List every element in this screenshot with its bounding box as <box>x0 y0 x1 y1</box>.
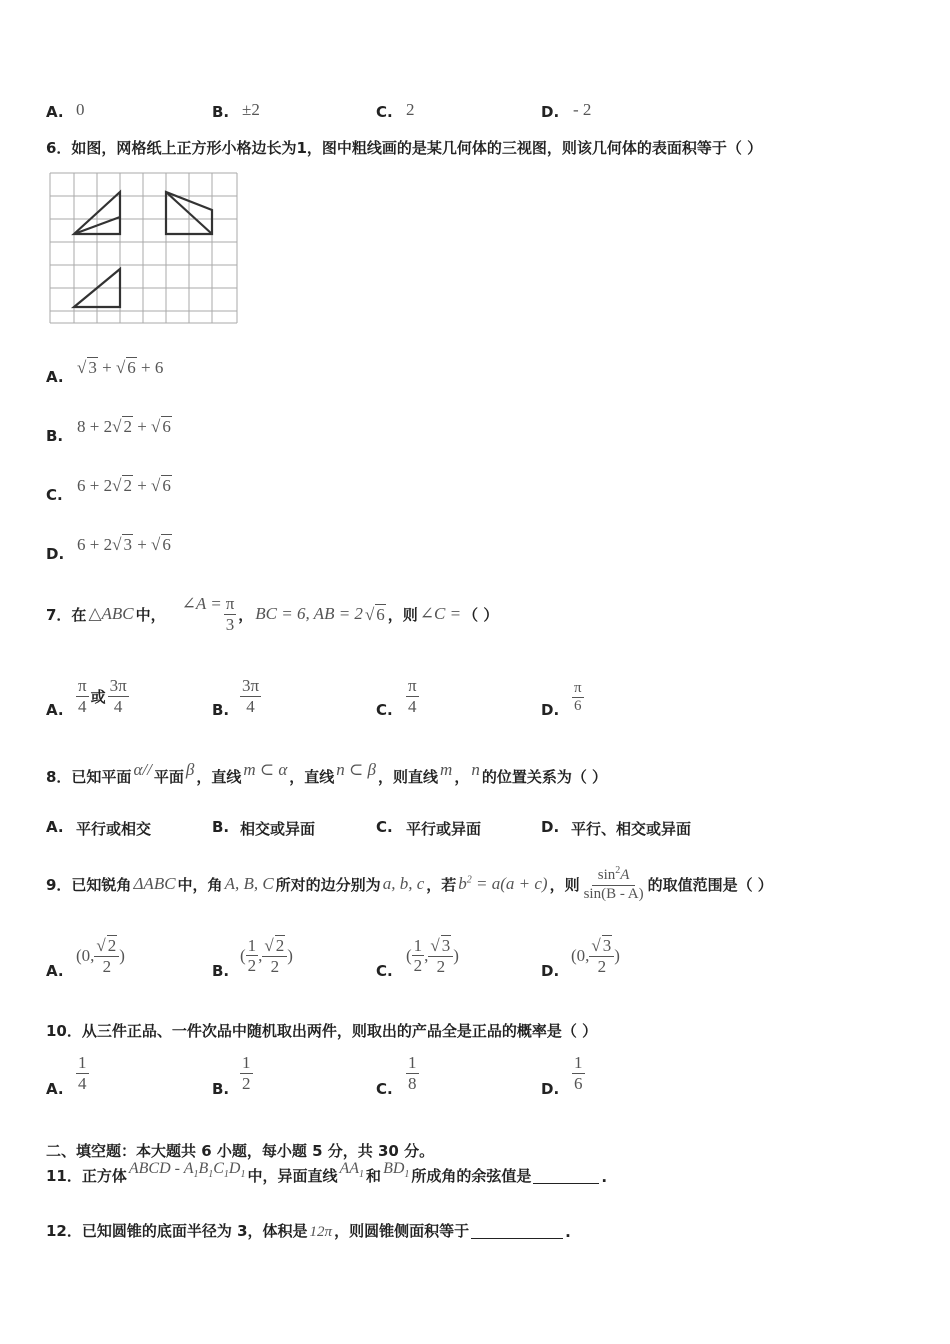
q7-option-c-value: $\frac{\pi}{4}$ <box>408 676 417 716</box>
q12-stem: 12．已知圆锥的底面半径为 3，体积是 12π ，则圆锥侧面积等于 . <box>46 1222 571 1241</box>
q7-option-d-label: D. <box>541 701 560 719</box>
q11-answer-blank[interactable] <box>533 1183 599 1184</box>
three-view-grid-figure <box>46 170 241 328</box>
section-fill-in-heading: 二、填空题：本大题共 6 小题，每小题 5 分，共 30 分。 <box>46 1142 435 1160</box>
q8-option-c-value: 平行或异面 <box>406 820 482 838</box>
q7-option-d-value: $\frac{\pi}{6}$ <box>574 680 582 715</box>
q10-option-d-value: $\frac{1}{6}$ <box>574 1053 583 1093</box>
q10-stem: 10．从三件正品、一件次品中随机取出两件，则取出的产品全是正品的概率是（ ） <box>46 1022 598 1040</box>
q9-option-d-value: (0, $\frac{√ 3}{2}$ ) <box>571 936 620 976</box>
q10-option-b-label: B. <box>212 1080 230 1098</box>
q6-option-c-value: 6 + 2√ 2 + √ 6 <box>77 476 171 495</box>
q8-option-b-label: B. <box>212 818 230 836</box>
option-b-value: ±2 <box>242 100 260 119</box>
q12-answer-blank[interactable] <box>471 1238 563 1239</box>
q6-option-a-label: A. <box>46 368 64 386</box>
q7-option-b-value: $\frac{3\pi}{4}$ <box>242 676 260 716</box>
q9-option-c-value: ( $\frac{1}{2}$ , $\frac{√ 3}{2}$ ) <box>406 935 459 976</box>
q8-option-a-value: 平行或相交 <box>76 820 152 838</box>
q9-option-b-value: ( $\frac{1}{2}$ , $\frac{√ 2}{2}$ ) <box>240 935 293 976</box>
q8-option-a-label: A. <box>46 818 64 836</box>
q6-option-b-value: 8 + 2√ 2 + √ 6 <box>77 417 171 436</box>
q6-stem: 6．如图，网格纸上正方形小格边长为1，图中粗线画的是某几何体的三视图，则该几何体的表面积等于（ ） <box>46 139 763 157</box>
q9-option-c-label: C. <box>376 962 393 980</box>
option-c-value: 2 <box>406 100 415 119</box>
q10-option-a-value: $\frac{1}{4}$ <box>78 1053 87 1093</box>
q6-option-d-value: 6 + 2√ 3 + √ 6 <box>77 535 171 554</box>
q11-stem: 11．正方体 ABCD - $A_1B_1C_1D_1$ 中，异面直线 $AA_1$ 和 $BD_1$ 所成角的余弦值是 . <box>46 1160 608 1187</box>
q8-stem: 8．已知平面 α// 平面 β ，直线 m ⊂ α ，直线 n ⊂ β ，则直线 m ， n 的位置关系为（ ） <box>46 760 608 786</box>
q6-option-b-label: B. <box>46 427 64 445</box>
option-a-label: A. <box>46 103 64 121</box>
q8-option-b-value: 相交或异面 <box>240 820 316 838</box>
option-a-value: 0 <box>76 100 85 119</box>
q9-option-d-label: D. <box>541 962 560 980</box>
q7-option-b-label: B. <box>212 701 230 719</box>
q10-option-c-value: $\frac{1}{8}$ <box>408 1053 417 1093</box>
q7-stem: 7．在 △ABC 中， ∠A = $\frac{\pi}{3}$ ， BC = 6, AB = 2 √ 6 ，则 ∠C = （ ） <box>46 594 499 634</box>
q6-option-a-value: √ 3 + √ 6 + 6 <box>77 358 164 377</box>
q8-option-d-label: D. <box>541 818 560 836</box>
option-d-label: D. <box>541 103 560 121</box>
q10-option-b-value: $\frac{1}{2}$ <box>242 1053 251 1093</box>
q8-option-c-label: C. <box>376 818 393 836</box>
q6-option-c-label: C. <box>46 486 63 504</box>
q7-option-c-label: C. <box>376 701 393 719</box>
q10-option-a-label: A. <box>46 1080 64 1098</box>
q10-option-d-label: D. <box>541 1080 560 1098</box>
q9-option-a-label: A. <box>46 962 64 980</box>
option-b-label: B. <box>212 103 230 121</box>
q7-option-a-label: A. <box>46 701 64 719</box>
q8-option-d-value: 平行、相交或异面 <box>571 820 692 838</box>
q9-option-a-value: (0, $\frac{√ 2}{2}$ ) <box>76 936 125 976</box>
q10-option-c-label: C. <box>376 1080 393 1098</box>
option-c-label: C. <box>376 103 393 121</box>
q6-option-d-label: D. <box>46 545 65 563</box>
option-d-value: - 2 <box>573 100 592 119</box>
q9-stem: 9．已知锐角 ΔABC 中，角 A, B, C 所对的边分别为 a, b, c ，若 $b^2 = a(a + c)$ ，则 $\frac{\sin^2A}{\sin(B - A)}$ 的取值范围是（ ） <box>46 865 773 902</box>
q9-option-b-label: B. <box>212 962 230 980</box>
q7-option-a-value: $\frac{\pi}{4}$ 或 $\frac{3\pi}{4}$ <box>78 676 127 716</box>
